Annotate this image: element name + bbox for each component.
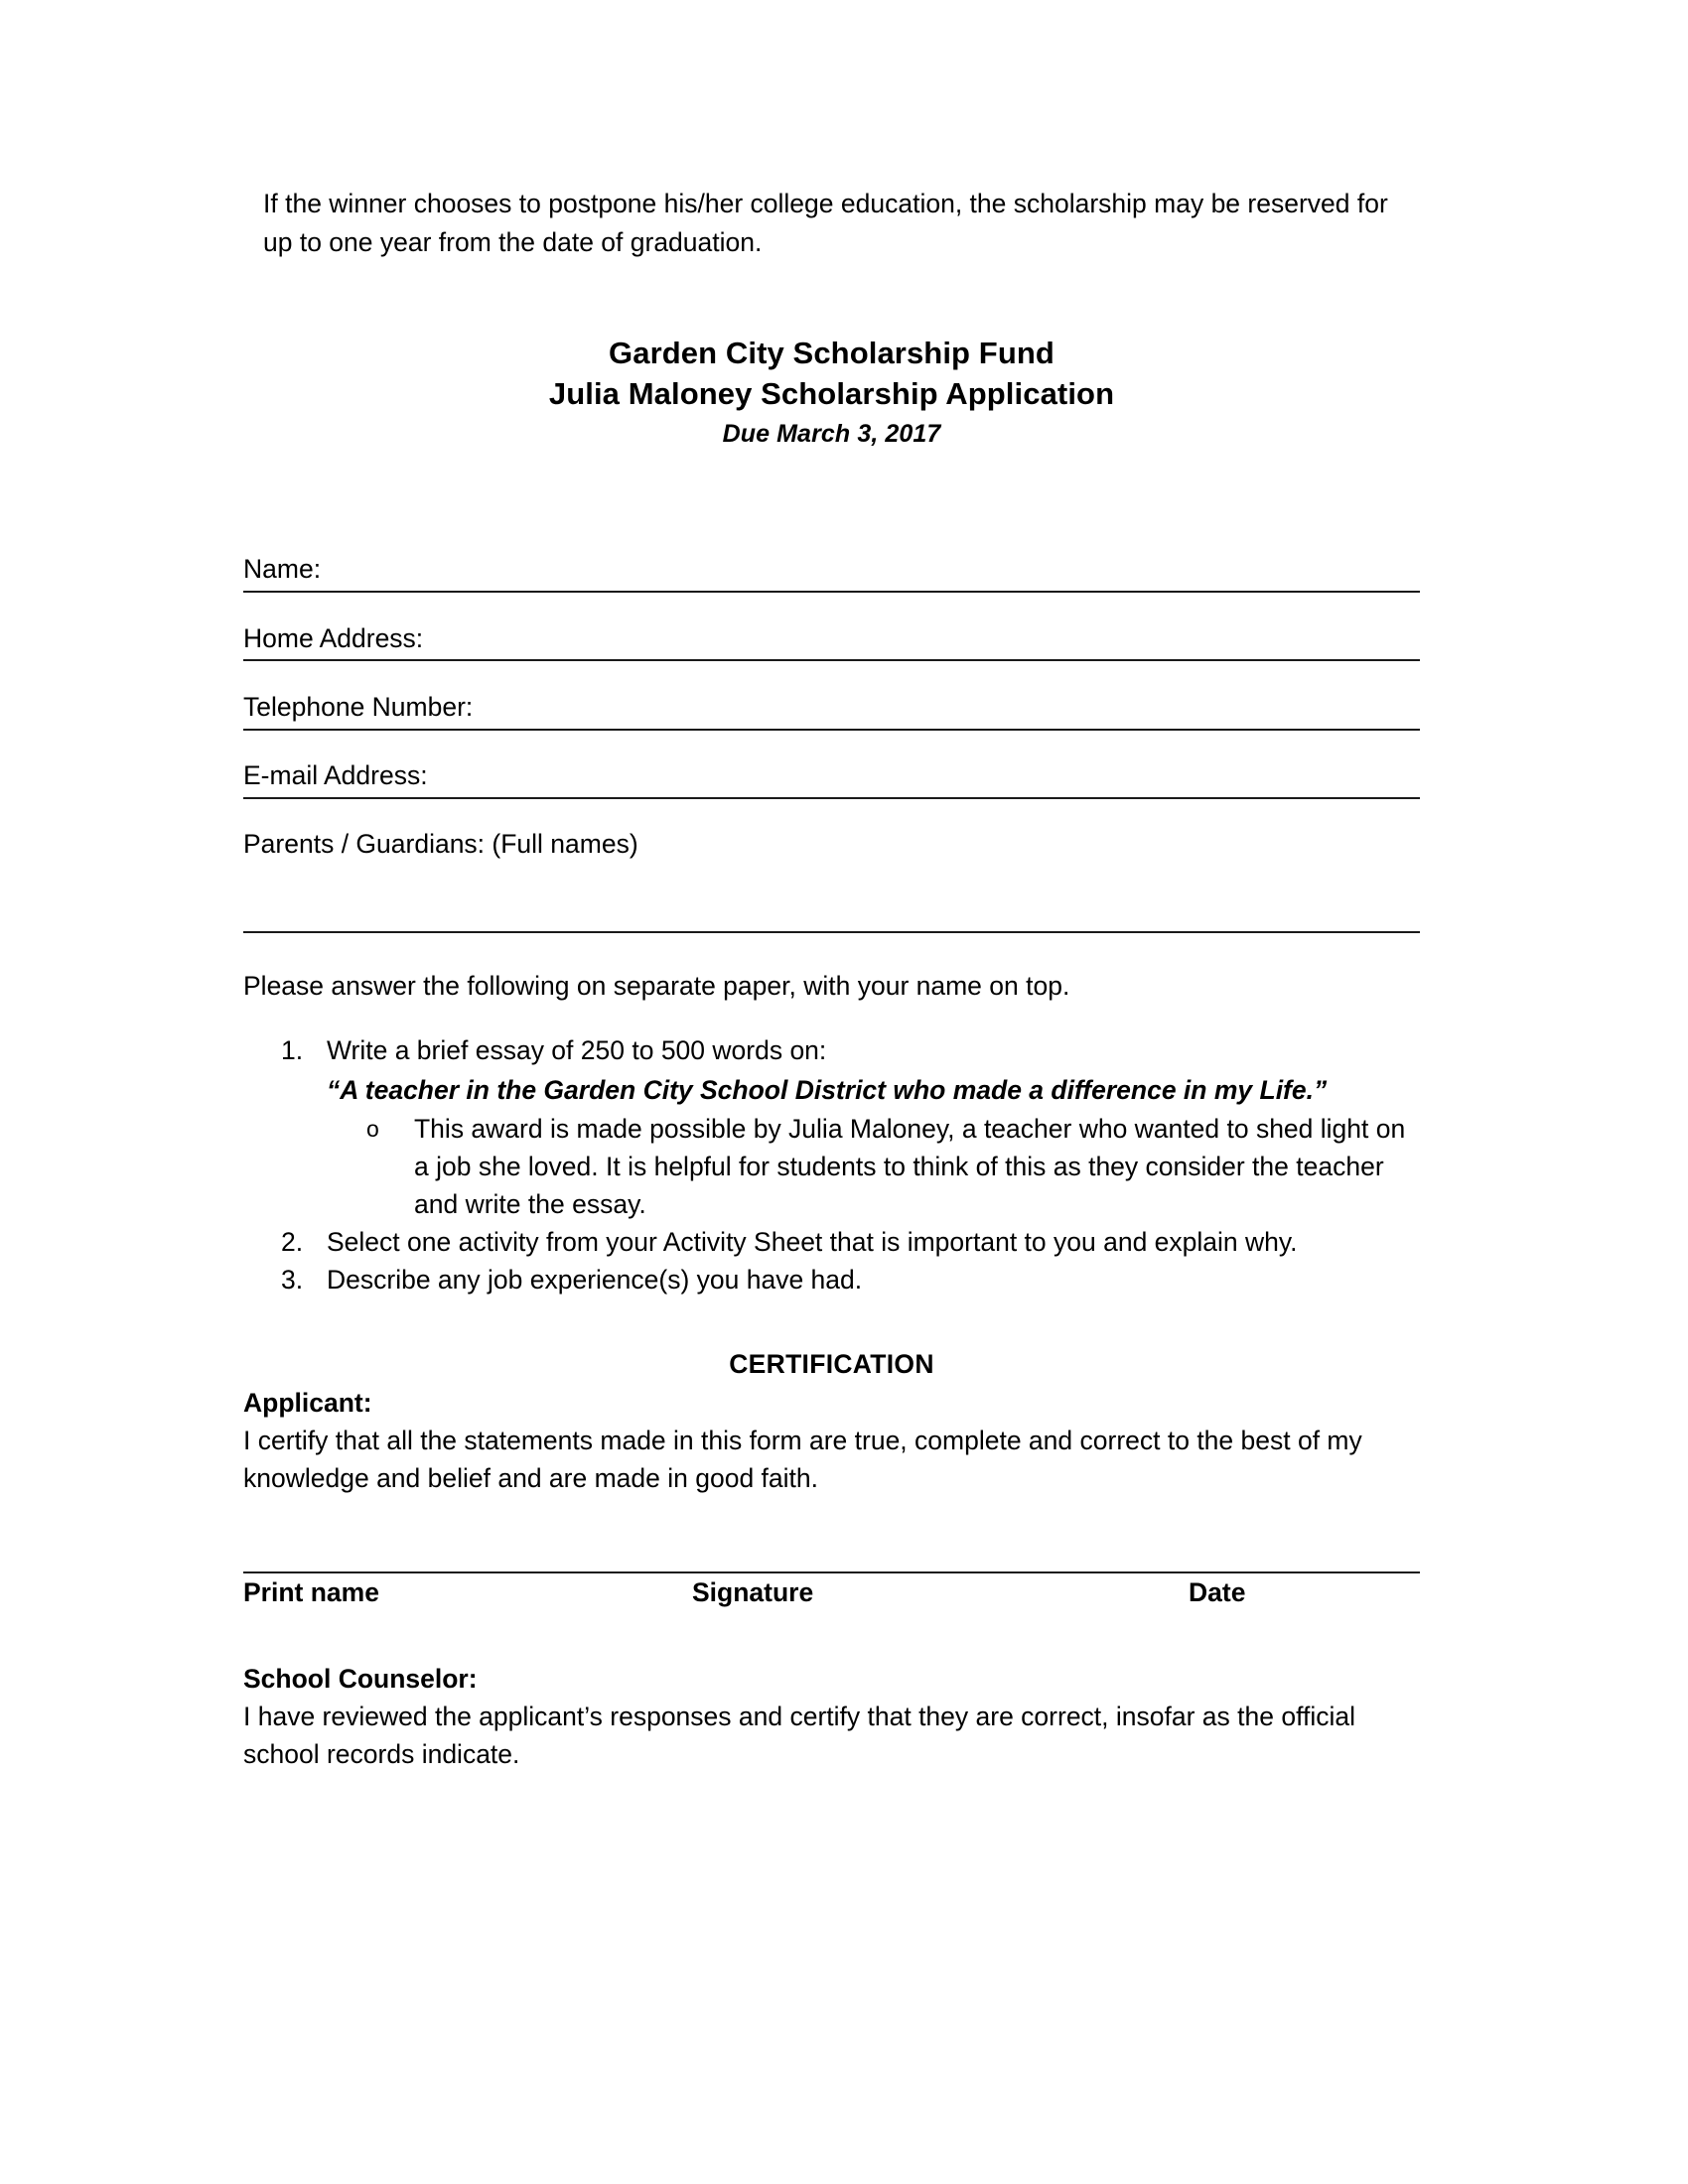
field-label-parents-guardians: Parents / Guardians: (Full names) xyxy=(243,829,638,860)
question-subitem-1 xyxy=(327,1110,1420,1223)
signature-rule[interactable] xyxy=(243,1571,1420,1573)
field-rule-telephone-number[interactable] xyxy=(243,729,1420,731)
question-text-1: Write a brief essay of 250 to 500 words on: xyxy=(327,1035,827,1066)
applicant-role-label: Applicant: xyxy=(243,1387,372,1418)
organization-title: Garden City Scholarship Fund xyxy=(609,336,1055,371)
field-label-telephone-number: Telephone Number: xyxy=(243,691,474,722)
field-telephone-number[interactable] xyxy=(243,692,1420,731)
field-name[interactable] xyxy=(243,554,1420,593)
question-text-2: Select one activity from your Activity Sheet that is important to you and explain why. xyxy=(327,1227,1298,1258)
question-number-3: 3. xyxy=(281,1265,304,1296)
applicant-certification-statement: I certify that all the statements made in this form are true, complete and correct to the best of my knowledge and belief and are made in good faith. xyxy=(243,1425,1362,1494)
counselor-role-label: School Counselor: xyxy=(243,1663,478,1694)
question-number-1: 1. xyxy=(281,1035,304,1066)
certification-heading: CERTIFICATION xyxy=(729,1348,934,1379)
field-label-name: Name: xyxy=(243,554,322,585)
field-rule-email-address[interactable] xyxy=(243,797,1420,799)
form-title: Julia Maloney Scholarship Application xyxy=(548,376,1115,412)
counselor-certification-statement: I have reviewed the applicant’s responses and certify that they are correct, insofar as the official school records indicate. xyxy=(243,1701,1355,1770)
date-label: Date xyxy=(1189,1576,1246,1607)
field-rule-parents-guardians[interactable] xyxy=(243,931,1420,933)
field-parents-guardians[interactable] xyxy=(243,829,1420,933)
intro-paragraph: If the winner chooses to postpone his/her college education, the scholarship may be reserved for up to one year from the date of graduation. xyxy=(263,189,1388,258)
document-header xyxy=(243,334,1420,449)
question-subitem-text-1: This award is made possible by Julia Maloney, a teacher who wanted to shed light on a job she loved. It is helpful for students to think of this as they consider the teacher and write the essay. xyxy=(414,1113,1406,1220)
question-item-2 xyxy=(243,1223,1420,1261)
field-rule-home-address[interactable] xyxy=(243,659,1420,661)
counselor-section xyxy=(243,1660,1420,1774)
due-date: Due March 3, 2017 xyxy=(722,420,941,449)
document-content xyxy=(243,185,1420,1774)
questions-list xyxy=(243,1031,1420,1298)
print-name-label: Print name xyxy=(243,1576,379,1607)
field-label-home-address: Home Address: xyxy=(243,622,424,653)
field-rule-name[interactable] xyxy=(243,591,1420,593)
field-home-address[interactable] xyxy=(243,623,1420,662)
answer-instruction: Please answer the following on separate paper, with your name on top. xyxy=(243,971,1070,1002)
applicant-fields xyxy=(243,554,1420,933)
question-number-2: 2. xyxy=(281,1227,304,1258)
essay-prompt: “A teacher in the Garden City School District who made a difference in my Life.” xyxy=(327,1074,1328,1105)
question-item-1 xyxy=(243,1031,1420,1223)
signature-label: Signature xyxy=(692,1576,814,1607)
field-label-email-address: E-mail Address: xyxy=(243,760,428,791)
field-email-address[interactable] xyxy=(243,760,1420,799)
signature-labels xyxy=(243,1577,1420,1621)
field-writing-space xyxy=(243,866,1420,931)
question-text-3: Describe any job experience(s) you have had. xyxy=(327,1265,863,1296)
question-item-3 xyxy=(243,1261,1420,1298)
circle-bullet-icon: o xyxy=(366,1115,379,1142)
question-1-subitems xyxy=(327,1110,1420,1223)
